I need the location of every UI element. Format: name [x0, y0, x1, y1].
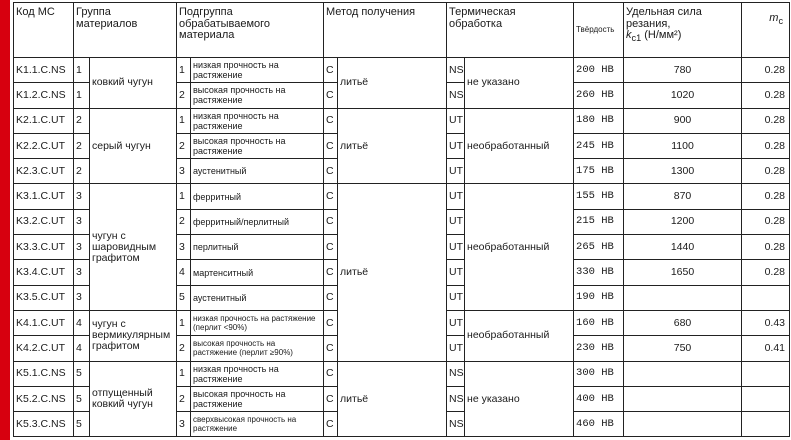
subgroup-number: 3	[177, 235, 191, 260]
code-cell: K3.4.C.UT	[14, 260, 74, 285]
heat-name-2: необработанный	[465, 108, 574, 184]
group-number: 2	[74, 159, 90, 184]
method-code: C	[324, 159, 338, 184]
kc1-cell: 1100	[624, 133, 742, 158]
heat-code: UT	[447, 209, 465, 234]
mc-cell: 0.28	[742, 209, 790, 234]
subgroup-name: мартенситный	[191, 260, 324, 285]
method-name-3: литьё	[338, 184, 447, 361]
code-cell: K5.2.C.NS	[14, 386, 74, 411]
subgroup-number: 3	[177, 412, 191, 437]
group-name-2: серый чугун	[90, 108, 177, 184]
code-cell: K4.2.C.UT	[14, 336, 74, 361]
method-code: C	[324, 209, 338, 234]
subgroup-name: низкая прочность на растяжение	[191, 58, 324, 83]
heat-code: UT	[447, 310, 465, 335]
mc-cell: 0.28	[742, 83, 790, 108]
hardness-cell: 230 HB	[574, 336, 624, 361]
hardness-cell: 330 HB	[574, 260, 624, 285]
kc1-cell: 1020	[624, 83, 742, 108]
subgroup-name: высокая прочность на растяжение	[191, 386, 324, 411]
kc1-cell	[624, 412, 742, 437]
subgroup-number: 2	[177, 209, 191, 234]
method-code: C	[324, 361, 338, 386]
method-code: C	[324, 83, 338, 108]
header-kc1-sub: c1	[631, 33, 642, 44]
kc1-cell: 1300	[624, 159, 742, 184]
subgroup-name: аустенитный	[191, 159, 324, 184]
header-kc1-sym: k	[626, 29, 632, 41]
heat-name-1: не указано	[465, 58, 574, 109]
hardness-cell: 160 HB	[574, 310, 624, 335]
heat-code: NS	[447, 58, 465, 83]
hardness-cell: 265 HB	[574, 235, 624, 260]
header-heat: Термическая обработка	[447, 3, 574, 58]
header-mc	[742, 3, 790, 58]
mc-cell: 0.28	[742, 58, 790, 83]
group-number: 5	[74, 386, 90, 411]
group-number: 3	[74, 235, 90, 260]
method-code: C	[324, 386, 338, 411]
hardness-cell: 215 HB	[574, 209, 624, 234]
hardness-cell: 460 HB	[574, 412, 624, 437]
mc-cell: 0.28	[742, 235, 790, 260]
hardness-cell: 175 HB	[574, 159, 624, 184]
group-number: 2	[74, 108, 90, 133]
subgroup-name: высокая прочность на растяжение	[191, 133, 324, 158]
group-number: 5	[74, 412, 90, 437]
header-mc-sub: c	[778, 16, 784, 27]
code-cell: K2.2.C.UT	[14, 133, 74, 158]
mc-cell: 0.28	[742, 159, 790, 184]
table-row	[14, 58, 790, 83]
kc1-cell: 900	[624, 108, 742, 133]
header-hardness: Твёрдость	[574, 3, 624, 58]
table-row	[14, 184, 790, 209]
code-cell: K3.1.C.UT	[14, 184, 74, 209]
kc1-cell	[624, 285, 742, 310]
hardness-cell: 200 HB	[574, 58, 624, 83]
group-name-3: чугун с шаровидным графитом	[90, 184, 177, 310]
method-code: C	[324, 412, 338, 437]
mc-cell: 0.41	[742, 336, 790, 361]
subgroup-name: низкая прочность на растяжение (перлит <90%)	[191, 310, 324, 335]
subgroup-name: сверхвысокая прочность на растяжение	[191, 412, 324, 437]
table-header	[14, 3, 790, 58]
subgroup-name: аустенитный	[191, 285, 324, 310]
code-cell: K3.2.C.UT	[14, 209, 74, 234]
code-cell: K1.1.C.NS	[14, 58, 74, 83]
code-cell: K3.5.C.UT	[14, 285, 74, 310]
mc-cell: 0.28	[742, 133, 790, 158]
group-number: 3	[74, 260, 90, 285]
kc1-cell: 750	[624, 336, 742, 361]
subgroup-number: 2	[177, 386, 191, 411]
heat-code: UT	[447, 235, 465, 260]
method-code: C	[324, 108, 338, 133]
hardness-cell: 155 HB	[574, 184, 624, 209]
material-table	[13, 2, 790, 437]
heat-code: UT	[447, 184, 465, 209]
hardness-cell: 400 HB	[574, 386, 624, 411]
group-number: 1	[74, 83, 90, 108]
mc-cell	[742, 285, 790, 310]
heat-code: UT	[447, 108, 465, 133]
group-number: 3	[74, 285, 90, 310]
method-code: C	[324, 260, 338, 285]
header-mc-sym: m	[769, 12, 779, 24]
subgroup-name: высокая прочность на растяжение (перлит ≥90%)	[191, 336, 324, 361]
kc1-cell: 1440	[624, 235, 742, 260]
heat-code: UT	[447, 260, 465, 285]
table-row	[14, 361, 790, 386]
group-name-5: отпущенный ковкий чугун	[90, 361, 177, 437]
table-row	[14, 108, 790, 133]
heat-code: UT	[447, 159, 465, 184]
kc1-cell: 1650	[624, 260, 742, 285]
hardness-cell: 300 HB	[574, 361, 624, 386]
code-cell: K2.1.C.UT	[14, 108, 74, 133]
group-number: 3	[74, 184, 90, 209]
mc-cell	[742, 386, 790, 411]
group-number: 1	[74, 58, 90, 83]
subgroup-number: 1	[177, 310, 191, 335]
subgroup-number: 4	[177, 260, 191, 285]
header-code: Код МС	[14, 3, 74, 58]
header-kc1-line1: Удельная сила	[626, 6, 702, 18]
header-group: Группа материалов	[74, 3, 177, 58]
kc1-cell	[624, 361, 742, 386]
subgroup-name: низкая прочность на растяжение	[191, 361, 324, 386]
subgroup-number: 1	[177, 361, 191, 386]
red-accent-bar	[0, 0, 10, 440]
hardness-cell: 260 HB	[574, 83, 624, 108]
group-name-1: ковкий чугун	[90, 58, 177, 109]
kc1-cell: 870	[624, 184, 742, 209]
code-cell: K5.1.C.NS	[14, 361, 74, 386]
group-number: 5	[74, 361, 90, 386]
code-cell: K1.2.C.NS	[14, 83, 74, 108]
kc1-cell	[624, 386, 742, 411]
header-subgroup: Подгруппа обрабатываемого материала	[177, 3, 324, 58]
subgroup-name: ферритный/перлитный	[191, 209, 324, 234]
mc-cell: 0.28	[742, 184, 790, 209]
group-number: 4	[74, 336, 90, 361]
method-code: C	[324, 336, 338, 361]
subgroup-name: низкая прочность на растяжение	[191, 108, 324, 133]
subgroup-number: 3	[177, 159, 191, 184]
heat-code: NS	[447, 386, 465, 411]
header-kc1	[624, 3, 742, 58]
heat-code: UT	[447, 133, 465, 158]
mc-cell	[742, 361, 790, 386]
header-method: Метод получения	[324, 3, 447, 58]
mc-cell: 0.28	[742, 260, 790, 285]
method-code: C	[324, 133, 338, 158]
mc-cell: 0.43	[742, 310, 790, 335]
hardness-cell: 190 HB	[574, 285, 624, 310]
table-body	[14, 58, 790, 437]
code-cell: K4.1.C.UT	[14, 310, 74, 335]
group-number: 3	[74, 209, 90, 234]
subgroup-number: 1	[177, 58, 191, 83]
code-cell: K5.3.C.NS	[14, 412, 74, 437]
subgroup-number: 5	[177, 285, 191, 310]
subgroup-name: высокая прочность на растяжение	[191, 83, 324, 108]
subgroup-number: 1	[177, 184, 191, 209]
group-number: 2	[74, 133, 90, 158]
kc1-cell: 780	[624, 58, 742, 83]
kc1-cell: 1200	[624, 209, 742, 234]
method-code: C	[324, 184, 338, 209]
method-name-5: литьё	[338, 361, 447, 437]
group-name-4: чугун с вермикулярным графитом	[90, 310, 177, 361]
subgroup-name: ферритный	[191, 184, 324, 209]
subgroup-number: 2	[177, 83, 191, 108]
kc1-cell: 680	[624, 310, 742, 335]
method-code: C	[324, 58, 338, 83]
heat-code: NS	[447, 83, 465, 108]
heat-code: UT	[447, 285, 465, 310]
method-code: C	[324, 235, 338, 260]
mc-cell: 0.28	[742, 108, 790, 133]
subgroup-number: 1	[177, 108, 191, 133]
method-code: C	[324, 285, 338, 310]
method-code: C	[324, 310, 338, 335]
hardness-cell: 245 HB	[574, 133, 624, 158]
heat-code: NS	[447, 412, 465, 437]
group-number: 4	[74, 310, 90, 335]
subgroup-number: 2	[177, 336, 191, 361]
heat-name-4: необработанный	[465, 310, 574, 361]
code-cell: K3.3.C.UT	[14, 235, 74, 260]
code-cell: K2.3.C.UT	[14, 159, 74, 184]
header-kc1-unit: (Н/мм²)	[641, 29, 682, 41]
subgroup-number: 2	[177, 133, 191, 158]
heat-name-5: не указано	[465, 361, 574, 437]
heat-name-3: необработанный	[465, 184, 574, 310]
heat-code: UT	[447, 336, 465, 361]
method-name-2: литьё	[338, 108, 447, 184]
heat-code: NS	[447, 361, 465, 386]
hardness-cell: 180 HB	[574, 108, 624, 133]
subgroup-name: перлитный	[191, 235, 324, 260]
method-name-1: литьё	[338, 58, 447, 109]
mc-cell	[742, 412, 790, 437]
header-kc1-line2: резания,	[626, 17, 671, 30]
